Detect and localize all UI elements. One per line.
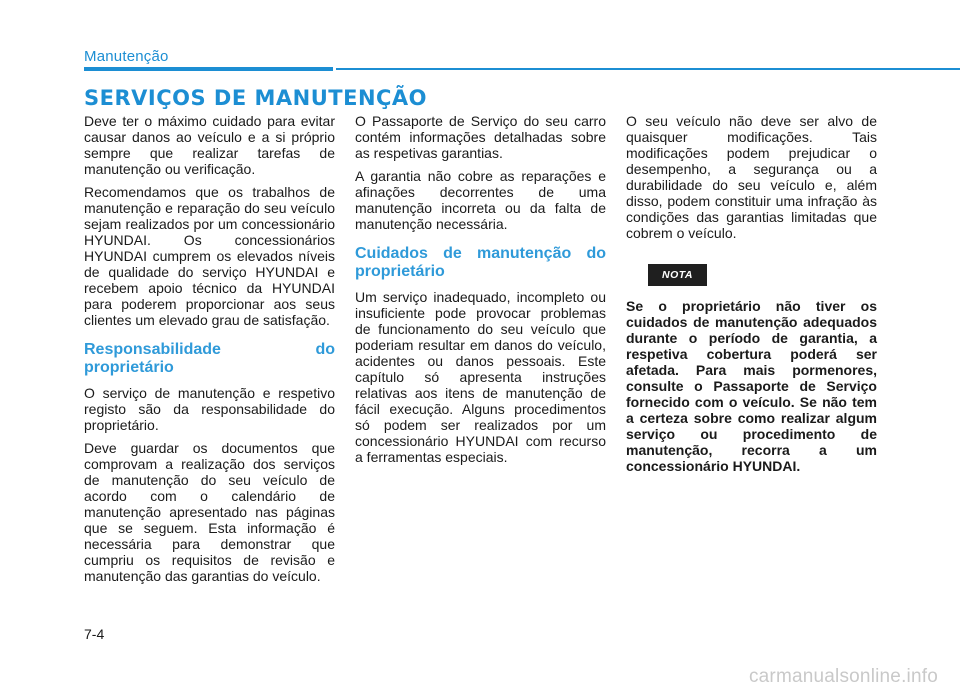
- column-3: [626, 113, 877, 481]
- header-rule-thin: [336, 68, 960, 70]
- paragraph: O serviço de manutenção e respetivo registo são da responsabilidade do proprietário.: [84, 385, 335, 433]
- paragraph: Deve ter o máximo cuidado para evitar causar danos ao veículo e a si próprio sempre que realizar tarefas de manutenção ou verificação.: [84, 113, 335, 177]
- section-label: Manutenção: [84, 48, 169, 65]
- column-1: [84, 113, 335, 591]
- header-rule-thick: [84, 67, 333, 71]
- nota-badge: NOTA: [648, 264, 707, 286]
- watermark: carmanualsonline.info: [748, 666, 938, 687]
- column-2: [355, 113, 606, 472]
- subheading-owner-responsibility: Responsabilidade do proprietário: [84, 341, 335, 376]
- page-title: SERVIÇOS DE MANUTENÇÃO: [84, 86, 428, 110]
- subheading-owner-maintenance: Cuidados de manutenção do proprietário: [355, 245, 606, 280]
- paragraph: Um serviço inadequado, incompleto ou insuficiente pode provocar problemas de funcionamento do seu veículo que poderiam resultar em danos do veículo, acidentes ou danos pessoais. Este capítulo só apresenta instruções relativas aos itens de manutenção de fácil execução. Alguns procedimentos só podem ser realizados por um concessionário HYUNDAI com recurso a ferramentas especiais.: [355, 289, 606, 465]
- header-rule: [84, 67, 960, 71]
- paragraph: A garantia não cobre as reparações e afinações decorrentes de uma manutenção incorreta ou da falta de manutenção necessária.: [355, 168, 606, 232]
- paragraph: O seu veículo não deve ser alvo de quaisquer modificações. Tais modificações podem prejudicar o desempenho, a segurança ou a durabilidade do seu veículo e, além disso, podem constituir uma infração às condições das garantias limitadas que cobrem o veículo.: [626, 113, 877, 241]
- paragraph: Deve guardar os documentos que comprovam a realização dos serviços de manutenção do seu veículo de acordo com o calendário de manutenção apresentado nas páginas que se seguem. Esta informação é necessária para demonstrar que cumpriu os requisitos de revisão e manutenção das garantias do veículo.: [84, 440, 335, 584]
- nota-text: Se o proprietário não tiver os cuidados de manutenção adequados durante o período de garantia, a respetiva cobertura poderá ser afetada. Para mais pormenores, consulte o Passaporte de Serviço fornecido com o veículo. Se não tem a certeza sobre como realizar algum serviço ou procedimento de manutenção, recorra a um concessionário HYUNDAI.: [626, 298, 877, 474]
- paragraph: O Passaporte de Serviço do seu carro contém informações detalhadas sobre as respetivas garantias.: [355, 113, 606, 161]
- paragraph: Recomendamos que os trabalhos de manutenção e reparação do seu veículo sejam realizados por um concessionário HYUNDAI. Os concessionários HYUNDAI cumprem os elevados níveis de qualidade do serviço HYUNDAI e recebem apoio técnico da HYUNDAI para poderem proporcionar aos seus clientes um elevado grau de satisfação.: [84, 184, 335, 328]
- page-number: 7-4: [84, 626, 105, 642]
